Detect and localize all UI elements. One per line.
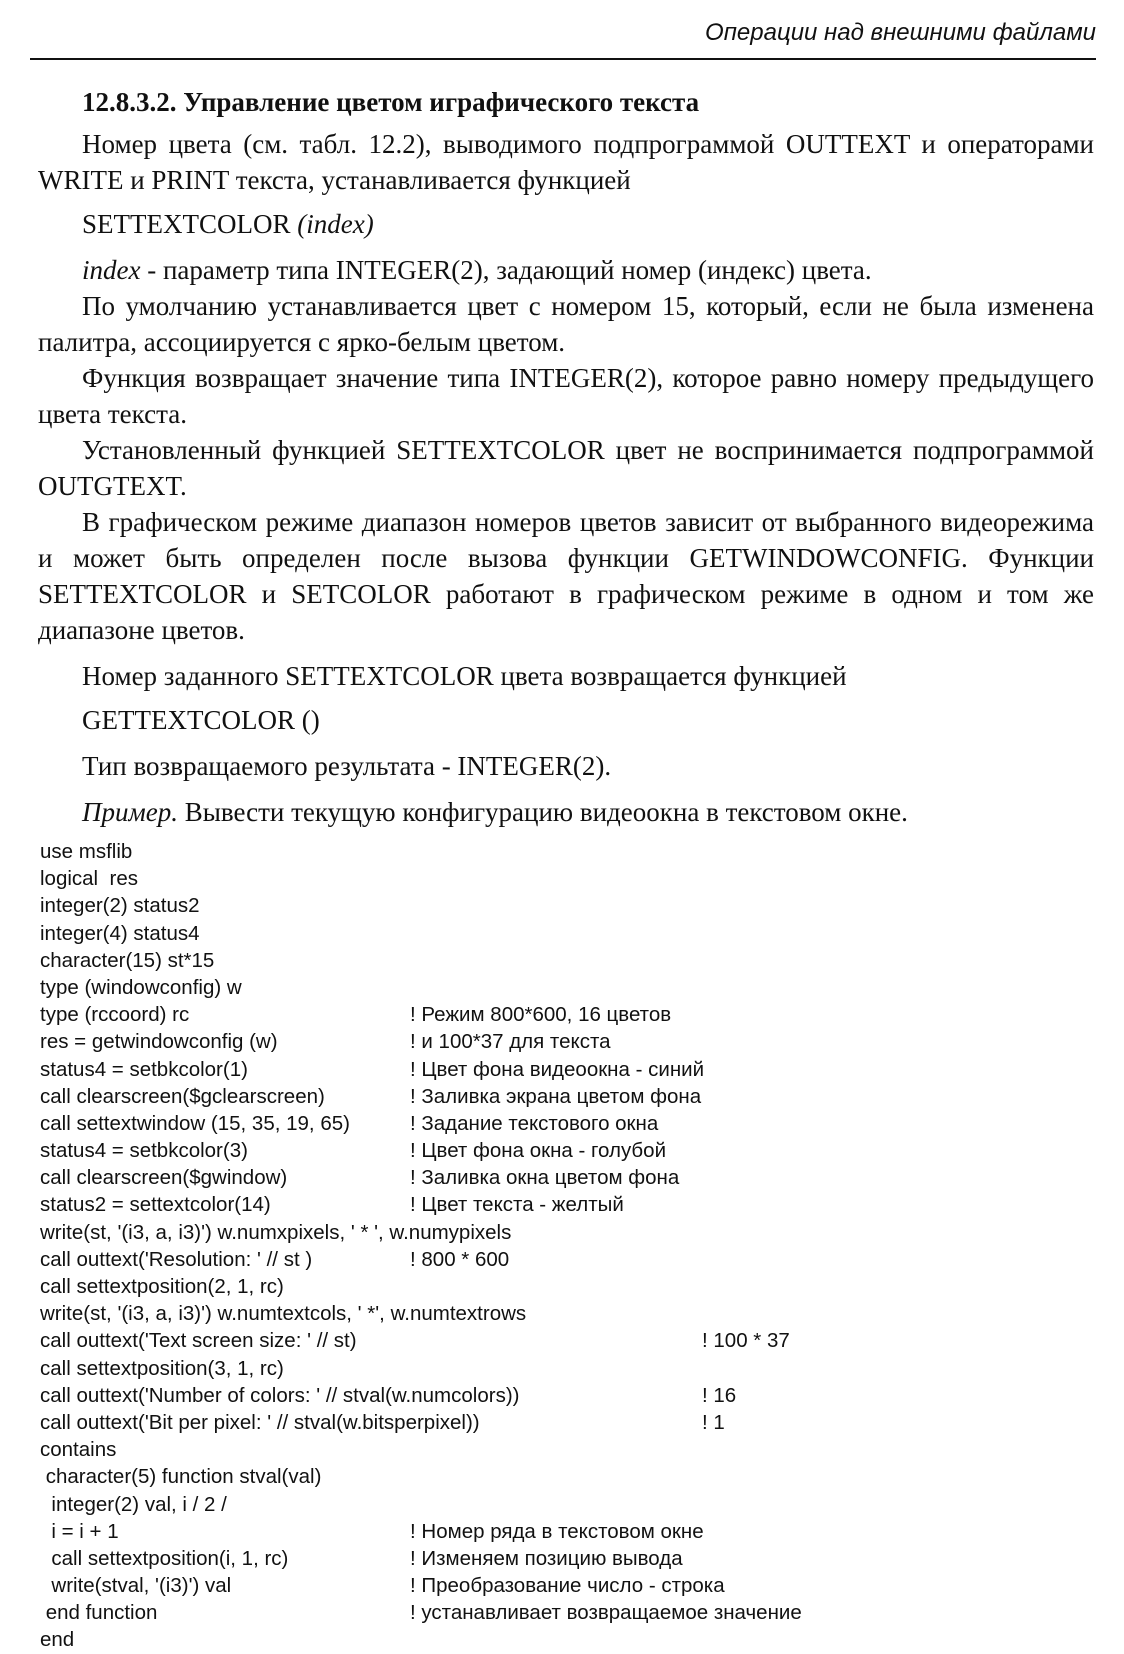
code-line bbox=[40, 1518, 1100, 1545]
code-line bbox=[40, 947, 1100, 974]
code-line bbox=[40, 1626, 1100, 1653]
code-statement: end function bbox=[40, 1601, 158, 1625]
code-comment: ! Задание текстового окна bbox=[410, 1111, 659, 1135]
code-comment: ! Заливка окна цветом фона bbox=[410, 1166, 680, 1190]
code-comment: ! Номер ряда в текстовом окне bbox=[410, 1519, 704, 1543]
code-line bbox=[40, 1110, 1100, 1137]
paragraph-7: Номер заданного SETTEXTCOLOR цвета возвращается функцией bbox=[82, 661, 847, 691]
code-line bbox=[40, 1355, 1100, 1382]
formula-gettextcolor: GETTEXTCOLOR () bbox=[82, 705, 320, 735]
header-rule bbox=[30, 58, 1096, 60]
code-statement: end bbox=[40, 1628, 75, 1652]
section-body bbox=[38, 84, 1094, 830]
running-head: Операции над внешними файлами bbox=[705, 19, 1096, 46]
code-comment: ! Цвет фона видеоокна - синий bbox=[410, 1057, 705, 1081]
code-statement: status4 = setbkcolor(1) bbox=[40, 1057, 248, 1081]
code-statement: i = i + 1 bbox=[40, 1519, 119, 1543]
formula-settextcolor bbox=[38, 206, 1094, 242]
code-comment: ! Режим 800*600, 16 цветов bbox=[410, 1003, 672, 1027]
code-comment: ! 100 * 37 bbox=[702, 1329, 790, 1353]
code-line bbox=[40, 1382, 1100, 1409]
code-statement: type (windowconfig) w bbox=[40, 975, 242, 999]
code-line bbox=[40, 1028, 1100, 1055]
code-line bbox=[40, 1463, 1100, 1490]
code-statement: call outtext('Text screen size: ' // st) bbox=[40, 1329, 357, 1353]
code-line bbox=[40, 1001, 1100, 1028]
code-statement: contains bbox=[40, 1438, 117, 1462]
code-line bbox=[40, 1409, 1100, 1436]
code-statement: character(5) function stval(val) bbox=[40, 1465, 322, 1489]
code-statement: call settextwindow (15, 35, 19, 65) bbox=[40, 1111, 350, 1135]
code-comment: ! Цвет текста - желтый bbox=[410, 1193, 624, 1217]
code-statement: call outtext('Bit per pixel: ' // stval(w.bitsperpixel)) bbox=[40, 1410, 480, 1434]
code-statement: call outtext('Number of colors: ' // stval(w.numcolors)) bbox=[40, 1383, 520, 1407]
code-statement: res = getwindowconfig (w) bbox=[40, 1030, 278, 1054]
formula-settextcolor-arg: (index) bbox=[297, 209, 374, 239]
code-comment: ! 800 * 600 bbox=[410, 1247, 510, 1271]
paragraph-4: Функция возвращает значение типа INTEGER(2), которое равно номеру предыдущего цвета текста. bbox=[38, 363, 1094, 429]
code-statement: integer(2) val, i / 2 / bbox=[40, 1492, 227, 1516]
code-comment: ! 1 bbox=[702, 1410, 725, 1434]
code-line bbox=[40, 1436, 1100, 1463]
code-line bbox=[40, 1300, 1100, 1327]
code-statement: write(stval, '(i3)') val bbox=[40, 1574, 232, 1598]
code-line bbox=[40, 1219, 1100, 1246]
code-statement: character(15) st*15 bbox=[40, 948, 215, 972]
code-statement: call settextposition(2, 1, rc) bbox=[40, 1275, 284, 1298]
code-statement: use msflib bbox=[40, 840, 133, 863]
code-line bbox=[40, 1273, 1100, 1300]
code-comment: ! и 100*37 для текста bbox=[410, 1030, 611, 1054]
code-statement: logical res bbox=[40, 867, 138, 891]
code-line bbox=[40, 865, 1100, 892]
code-line bbox=[40, 1545, 1100, 1572]
paragraph-5: Установленный функцией SETTEXTCOLOR цвет не воспринимается подпрограммой OUTGTEXT. bbox=[38, 435, 1094, 501]
paragraph-2 bbox=[38, 252, 1094, 288]
code-comment: ! устанавливает возвращаемое значение bbox=[410, 1601, 802, 1625]
code-statement: write(st, '(i3, a, i3)') w.numtextcols, ' *', w.numtextrows bbox=[40, 1302, 527, 1326]
code-line bbox=[40, 1491, 1100, 1518]
code-statement: integer(4) status4 bbox=[40, 921, 200, 945]
code-statement: call settextposition(3, 1, rc) bbox=[40, 1356, 284, 1380]
section-heading: 12.8.3.2. Управление цветом играфического текста bbox=[82, 87, 700, 117]
code-comment: ! 16 bbox=[702, 1383, 737, 1407]
index-description: - параметр типа INTEGER(2), задающий номер (индекс) цвета. bbox=[140, 255, 872, 285]
example-text: Вывести текущую конфигурацию видеоокна в текстовом окне. bbox=[177, 797, 908, 827]
paragraph-6: В графическом режиме диапазон номеров цветов зависит от выбранного видеорежима и может быть определен после вызова функции GETWINDOWCONFIG. Функции SETTEXTCOLOR и SETCOLOR работают в графическом режиме в одном и том же диапазоне цветов. bbox=[38, 507, 1094, 645]
code-statement: call clearscreen($gwindow) bbox=[40, 1166, 288, 1190]
code-comment: ! Изменяем позицию вывода bbox=[410, 1546, 683, 1570]
code-comment: ! Цвет фона окна - голубой bbox=[410, 1139, 667, 1163]
code-statement: write(st, '(i3, a, i3)') w.numxpixels, ' * ', w.numypixels bbox=[40, 1220, 512, 1244]
paragraph-1: Номер цвета (см. табл. 12.2), выводимого подпрограммой OUTTEXT и операторами WRITE и PRINT текста, устанавливается функцией bbox=[38, 129, 1094, 195]
code-line bbox=[40, 1246, 1100, 1273]
code-line bbox=[40, 1056, 1100, 1083]
code-line bbox=[40, 838, 1100, 865]
code-statement: type (rccoord) rc bbox=[40, 1003, 190, 1027]
index-term: index bbox=[82, 255, 141, 285]
code-line bbox=[40, 920, 1100, 947]
code-statement: integer(2) status2 bbox=[40, 894, 200, 918]
paragraph-8: Тип возвращаемого результата - INTEGER(2). bbox=[82, 751, 612, 781]
code-line bbox=[40, 1164, 1100, 1191]
code-statement: call outtext('Resolution: ' // st ) bbox=[40, 1247, 313, 1271]
code-line bbox=[40, 1572, 1100, 1599]
code-line bbox=[40, 1327, 1100, 1354]
example-label: Пример. bbox=[82, 797, 178, 827]
code-line bbox=[40, 1599, 1100, 1626]
code-listing bbox=[40, 838, 1100, 1654]
code-statement: status2 = settextcolor(14) bbox=[40, 1193, 271, 1217]
example-paragraph bbox=[38, 794, 1094, 830]
paragraph-3: По умолчанию устанавливается цвет с номером 15, который, если не была изменена палитра, ассоциируется с ярко-белым цветом. bbox=[38, 291, 1094, 357]
code-line bbox=[40, 892, 1100, 919]
code-line bbox=[40, 1083, 1100, 1110]
code-statement: status4 = setbkcolor(3) bbox=[40, 1139, 248, 1163]
code-comment: ! Преобразование число - строка bbox=[410, 1574, 725, 1598]
code-line bbox=[40, 1191, 1100, 1218]
formula-settextcolor-name: SETTEXTCOLOR bbox=[82, 209, 298, 239]
code-line bbox=[40, 974, 1100, 1001]
code-statement: call settextposition(i, 1, rc) bbox=[40, 1546, 289, 1570]
code-line bbox=[40, 1137, 1100, 1164]
code-comment: ! Заливка экрана цветом фона bbox=[410, 1084, 702, 1108]
code-statement: call clearscreen($gclearscreen) bbox=[40, 1084, 325, 1108]
